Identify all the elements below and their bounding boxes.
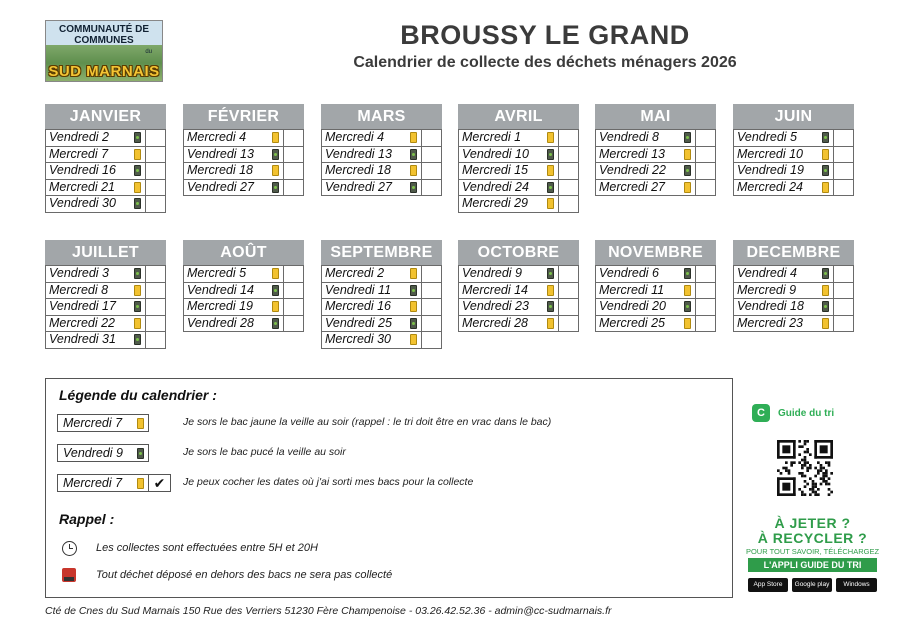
collection-day-row	[184, 129, 303, 146]
yellow-bin-icon	[547, 198, 554, 209]
collection-day-row	[184, 162, 303, 179]
legend-text: Je sors le bac pucé la veille au soir	[183, 446, 346, 458]
collection-day-label: Mercredi 21	[49, 179, 115, 194]
collection-dates	[183, 129, 304, 196]
collection-checkbox[interactable]	[145, 266, 165, 282]
collection-checkbox[interactable]	[695, 180, 715, 196]
guide-app-icon: C	[752, 404, 770, 422]
green-bin-icon	[410, 182, 417, 193]
collection-day-label: Vendredi 17	[49, 299, 116, 314]
collection-checkbox[interactable]	[558, 196, 578, 212]
yellow-bin-icon	[547, 132, 554, 143]
collection-checkbox[interactable]	[833, 283, 853, 299]
collection-day-label: Mercredi 28	[462, 315, 528, 330]
collection-day-label: Vendredi 14	[187, 282, 254, 297]
collection-checkbox[interactable]	[283, 299, 303, 315]
collection-day-row	[46, 146, 165, 163]
checkmark-icon[interactable]: ✔	[149, 474, 171, 492]
legend-sample-label: Mercredi 7	[63, 476, 123, 490]
collection-day-label: Mercredi 30	[325, 332, 391, 347]
collection-day-label: Mercredi 10	[737, 146, 803, 161]
collection-dates	[183, 265, 304, 332]
collection-day-row	[459, 282, 578, 299]
collection-checkbox[interactable]	[145, 180, 165, 196]
collection-checkbox[interactable]	[421, 316, 441, 332]
collection-day-label: Mercredi 23	[737, 315, 803, 330]
collection-checkbox[interactable]	[421, 163, 441, 179]
yellow-bin-icon	[410, 301, 417, 312]
collection-day-row	[596, 162, 715, 179]
legend-sample-box	[57, 474, 149, 492]
logo-line2: COMMUNES	[74, 35, 134, 46]
month-block	[458, 104, 579, 213]
green-bin-icon	[684, 132, 691, 143]
collection-day-row	[322, 162, 441, 179]
collection-day-label: Mercredi 5	[187, 266, 247, 281]
guide-du-tri[interactable]	[752, 404, 834, 422]
yellow-bin-icon	[822, 149, 829, 160]
collection-checkbox[interactable]	[283, 163, 303, 179]
green-bin-icon	[684, 268, 691, 279]
green-bin-icon	[134, 198, 141, 209]
month-header: AOÛT	[183, 240, 304, 265]
collection-day-row	[596, 298, 715, 315]
legend-text: Je peux cocher les dates où j'ai sorti mes bacs pour la collecte	[183, 476, 474, 488]
collection-day-label: Mercredi 19	[187, 299, 253, 314]
green-bin-icon	[547, 268, 554, 279]
collection-day-label: Vendredi 8	[599, 130, 659, 145]
collection-day-row	[734, 179, 853, 196]
green-bin-icon	[547, 301, 554, 312]
collection-day-label: Mercredi 2	[325, 266, 385, 281]
legend-sample-label: Mercredi 7	[63, 416, 123, 430]
collection-day-label: Mercredi 9	[737, 282, 797, 297]
yellow-bin-icon	[272, 132, 279, 143]
collection-day-label: Mercredi 15	[462, 163, 528, 178]
windows-phone-badge[interactable]: Windows Phone	[836, 578, 877, 592]
collection-dates	[321, 129, 442, 196]
qr-code-icon[interactable]	[777, 440, 833, 496]
green-bin-icon	[134, 334, 141, 345]
month-header: SEPTEMBRE	[321, 240, 442, 265]
collection-checkbox[interactable]	[283, 130, 303, 146]
collection-day-row	[46, 282, 165, 299]
collection-day-label: Vendredi 24	[462, 179, 529, 194]
promo-headline	[745, 516, 880, 546]
collection-day-row	[734, 162, 853, 179]
collection-checkbox[interactable]	[145, 332, 165, 348]
green-bin-icon	[684, 165, 691, 176]
month-header: NOVEMBRE	[595, 240, 716, 265]
collection-checkbox[interactable]	[283, 283, 303, 299]
collection-checkbox[interactable]	[695, 316, 715, 332]
guide-label: Guide du tri	[778, 407, 835, 419]
collection-day-row	[46, 195, 165, 212]
logo-line4: SUD MARNAIS	[48, 63, 160, 80]
promo-small: POUR TOUT SAVOIR, TÉLÉCHARGEZ	[745, 547, 880, 556]
month-block	[733, 240, 854, 332]
dumped-trash-icon	[62, 568, 76, 582]
green-bin-icon	[547, 149, 554, 160]
collection-day-label: Mercredi 16	[325, 299, 391, 314]
collection-dates	[45, 265, 166, 349]
collection-dates	[458, 265, 579, 332]
yellow-bin-icon	[134, 182, 141, 193]
yellow-bin-icon	[137, 418, 144, 429]
collection-day-row	[46, 265, 165, 282]
yellow-bin-icon	[684, 182, 691, 193]
collection-day-row	[734, 315, 853, 332]
month-header: AVRIL	[458, 104, 579, 129]
collection-checkbox[interactable]	[695, 266, 715, 282]
month-block	[595, 104, 716, 196]
legend-sample-label: Vendredi 9	[63, 446, 123, 460]
promo-banner: L'APPLI GUIDE DU TRI	[748, 558, 877, 572]
collection-day-row	[734, 146, 853, 163]
collection-checkbox[interactable]	[421, 130, 441, 146]
collection-checkbox[interactable]	[421, 332, 441, 348]
month-block	[595, 240, 716, 332]
yellow-bin-icon	[547, 165, 554, 176]
green-bin-icon	[272, 149, 279, 160]
collection-day-label: Mercredi 1	[462, 130, 522, 145]
green-bin-icon	[822, 301, 829, 312]
collection-day-label: Mercredi 18	[325, 163, 391, 178]
community-logo	[45, 20, 163, 82]
green-bin-icon	[822, 165, 829, 176]
logo-line3: du	[145, 49, 152, 55]
green-bin-icon	[134, 165, 141, 176]
collection-dates	[458, 129, 579, 213]
collection-day-label: Vendredi 27	[187, 179, 254, 194]
collection-day-label: Vendredi 31	[49, 332, 116, 347]
app-store-badge[interactable]: App Store	[748, 578, 788, 592]
green-bin-icon	[134, 268, 141, 279]
month-block	[321, 240, 442, 349]
month-header: MARS	[321, 104, 442, 129]
collection-day-row	[596, 265, 715, 282]
green-bin-icon	[134, 132, 141, 143]
collection-day-label: Vendredi 13	[187, 146, 254, 161]
collection-day-label: Vendredi 2	[49, 130, 109, 145]
collection-checkbox[interactable]	[833, 147, 853, 163]
collection-day-row	[184, 146, 303, 163]
collection-checkbox[interactable]	[283, 266, 303, 282]
legend-box	[45, 378, 733, 598]
collection-checkbox[interactable]	[695, 299, 715, 315]
yellow-bin-icon	[547, 285, 554, 296]
collection-checkbox[interactable]	[421, 180, 441, 196]
yellow-bin-icon	[272, 268, 279, 279]
month-block	[321, 104, 442, 196]
month-header: JUILLET	[45, 240, 166, 265]
collection-day-row	[459, 298, 578, 315]
collection-day-label: Vendredi 20	[599, 299, 666, 314]
legend-sample-box	[57, 444, 149, 462]
collection-day-row	[184, 179, 303, 196]
collection-day-row	[46, 331, 165, 348]
collection-day-row	[322, 146, 441, 163]
collection-checkbox[interactable]	[558, 163, 578, 179]
collection-day-label: Vendredi 18	[737, 299, 804, 314]
green-bin-icon	[272, 285, 279, 296]
logo-line1: COMMUNAUTÉ DE	[59, 24, 149, 35]
collection-day-row	[459, 179, 578, 196]
collection-day-label: Vendredi 22	[599, 163, 666, 178]
collection-checkbox[interactable]	[695, 130, 715, 146]
collection-checkbox[interactable]	[421, 299, 441, 315]
collection-checkbox[interactable]	[558, 316, 578, 332]
collection-day-label: Vendredi 28	[187, 315, 254, 330]
collection-day-row	[184, 282, 303, 299]
google-play-badge[interactable]: Google play	[792, 578, 832, 592]
green-bin-icon	[272, 318, 279, 329]
collection-checkbox[interactable]	[421, 147, 441, 163]
rappel-outside	[58, 565, 392, 585]
collection-checkbox[interactable]	[421, 266, 441, 282]
calendar-subtitle: Calendrier de collecte des déchets ménagers 2026	[353, 54, 737, 71]
collection-day-label: Vendredi 25	[325, 315, 392, 330]
collection-checkbox[interactable]	[695, 147, 715, 163]
collection-day-row	[46, 315, 165, 332]
yellow-bin-icon	[684, 149, 691, 160]
rappel-text: Tout déchet déposé en dehors des bacs ne sera pas collecté	[96, 569, 393, 581]
collection-day-row	[459, 265, 578, 282]
collection-day-row	[322, 298, 441, 315]
rappel-hours	[58, 538, 318, 558]
collection-day-label: Mercredi 18	[187, 163, 253, 178]
collection-checkbox[interactable]	[558, 299, 578, 315]
collection-day-row	[459, 146, 578, 163]
legend-title: Légende du calendrier :	[59, 387, 217, 403]
collection-day-label: Mercredi 24	[737, 179, 803, 194]
collection-day-row	[459, 315, 578, 332]
collection-checkbox[interactable]	[145, 299, 165, 315]
collection-day-row	[734, 129, 853, 146]
green-bin-icon	[410, 285, 417, 296]
collection-day-label: Mercredi 14	[462, 282, 528, 297]
collection-dates	[595, 129, 716, 196]
collection-dates	[733, 129, 854, 196]
collection-day-label: Mercredi 27	[599, 179, 665, 194]
collection-day-row	[46, 298, 165, 315]
month-header: DECEMBRE	[733, 240, 854, 265]
collection-day-label: Vendredi 5	[737, 130, 797, 145]
collection-checkbox[interactable]	[145, 316, 165, 332]
month-header: OCTOBRE	[458, 240, 579, 265]
month-header: FÉVRIER	[183, 104, 304, 129]
month-block	[183, 240, 304, 332]
yellow-bin-icon	[137, 478, 144, 489]
collection-day-label: Mercredi 8	[49, 282, 109, 297]
yellow-bin-icon	[272, 301, 279, 312]
collection-day-row	[596, 179, 715, 196]
collection-checkbox[interactable]	[833, 316, 853, 332]
promo-line2: À RECYCLER ?	[757, 530, 868, 546]
collection-day-row	[596, 146, 715, 163]
collection-checkbox[interactable]	[145, 283, 165, 299]
yellow-bin-icon	[272, 165, 279, 176]
collection-day-row	[322, 331, 441, 348]
collection-day-row	[322, 315, 441, 332]
yellow-bin-icon	[410, 132, 417, 143]
yellow-bin-icon	[410, 268, 417, 279]
collection-checkbox[interactable]	[145, 163, 165, 179]
collection-day-label: Vendredi 9	[462, 266, 522, 281]
collection-day-label: Vendredi 27	[325, 179, 392, 194]
collection-checkbox[interactable]	[833, 299, 853, 315]
collection-day-label: Mercredi 25	[599, 315, 665, 330]
collection-checkbox[interactable]	[283, 180, 303, 196]
clock-icon	[62, 541, 77, 556]
collection-day-label: Vendredi 10	[462, 146, 529, 161]
collection-day-label: Vendredi 11	[325, 282, 392, 297]
collection-checkbox[interactable]	[833, 266, 853, 282]
collection-checkbox[interactable]	[558, 130, 578, 146]
green-bin-icon	[137, 448, 144, 459]
collection-day-row	[596, 129, 715, 146]
collection-day-label: Mercredi 4	[325, 130, 385, 145]
collection-day-row	[734, 298, 853, 315]
yellow-bin-icon	[410, 165, 417, 176]
collection-day-row	[459, 162, 578, 179]
collection-checkbox[interactable]	[283, 316, 303, 332]
footer-contact: Cté de Cnes du Sud Marnais 150 Rue des Verriers 51230 Fère Champenoise - 03.26.42.52.36 - admin@cc-sudmarnais.fr	[45, 605, 612, 617]
collection-day-row	[459, 129, 578, 146]
yellow-bin-icon	[822, 285, 829, 296]
collection-day-label: Vendredi 30	[49, 196, 116, 211]
collection-day-label: Vendredi 13	[325, 146, 392, 161]
collection-day-row	[46, 179, 165, 196]
yellow-bin-icon	[822, 182, 829, 193]
yellow-bin-icon	[684, 318, 691, 329]
green-bin-icon	[822, 132, 829, 143]
collection-day-row	[322, 179, 441, 196]
green-bin-icon	[822, 268, 829, 279]
yellow-bin-icon	[547, 318, 554, 329]
green-bin-icon	[134, 301, 141, 312]
green-bin-icon	[410, 318, 417, 329]
collection-day-row	[322, 282, 441, 299]
collection-day-label: Vendredi 19	[737, 163, 804, 178]
legend-text: Je sors le bac jaune la veille au soir (rappel : le tri doit être en vrac dans le bac)	[183, 416, 552, 428]
collection-checkbox[interactable]	[558, 266, 578, 282]
collection-checkbox[interactable]	[695, 283, 715, 299]
collection-dates	[321, 265, 442, 349]
collection-day-label: Vendredi 23	[462, 299, 529, 314]
collection-day-label: Vendredi 4	[737, 266, 797, 281]
collection-day-row	[184, 298, 303, 315]
collection-day-row	[596, 315, 715, 332]
collection-checkbox[interactable]	[833, 180, 853, 196]
collection-day-label: Mercredi 11	[599, 282, 665, 297]
collection-day-row	[734, 282, 853, 299]
collection-checkbox[interactable]	[558, 283, 578, 299]
yellow-bin-icon	[134, 318, 141, 329]
collection-day-label: Mercredi 4	[187, 130, 247, 145]
collection-dates	[733, 265, 854, 332]
green-bin-icon	[547, 182, 554, 193]
month-block	[183, 104, 304, 196]
yellow-bin-icon	[134, 149, 141, 160]
collection-checkbox[interactable]	[145, 196, 165, 212]
collection-checkbox[interactable]	[283, 147, 303, 163]
collection-day-row	[459, 195, 578, 212]
legend-sample-box	[57, 414, 149, 432]
collection-day-label: Mercredi 7	[49, 146, 109, 161]
collection-checkbox[interactable]	[558, 147, 578, 163]
collection-dates	[45, 129, 166, 213]
yellow-bin-icon	[822, 318, 829, 329]
month-header: JANVIER	[45, 104, 166, 129]
collection-checkbox[interactable]	[833, 163, 853, 179]
collection-day-row	[322, 129, 441, 146]
collection-day-row	[322, 265, 441, 282]
town-title: BROUSSY LE GRAND	[400, 20, 690, 50]
collection-checkbox[interactable]	[558, 180, 578, 196]
collection-checkbox[interactable]	[421, 283, 441, 299]
month-block	[733, 104, 854, 196]
collection-day-label: Mercredi 13	[599, 146, 665, 161]
collection-dates	[595, 265, 716, 332]
rappel-title: Rappel :	[59, 511, 115, 527]
month-block	[45, 240, 166, 349]
yellow-bin-icon	[134, 285, 141, 296]
green-bin-icon	[272, 182, 279, 193]
month-block	[458, 240, 579, 332]
collection-day-row	[596, 282, 715, 299]
month-header: MAI	[595, 104, 716, 129]
month-block	[45, 104, 166, 213]
collection-day-label: Vendredi 3	[49, 266, 109, 281]
collection-day-row	[184, 315, 303, 332]
collection-day-row	[46, 162, 165, 179]
collection-checkbox[interactable]	[833, 130, 853, 146]
collection-day-label: Mercredi 29	[462, 196, 528, 211]
collection-day-row	[734, 265, 853, 282]
collection-checkbox[interactable]	[695, 163, 715, 179]
rappel-text: Les collectes sont effectuées entre 5H et 20H	[96, 542, 318, 554]
green-bin-icon	[684, 301, 691, 312]
collection-checkbox[interactable]	[145, 147, 165, 163]
collection-day-row	[46, 129, 165, 146]
collection-day-row	[184, 265, 303, 282]
promo-line1: À JETER ?	[774, 515, 851, 531]
collection-day-label: Vendredi 6	[599, 266, 659, 281]
collection-day-label: Mercredi 22	[49, 315, 115, 330]
green-bin-icon	[410, 149, 417, 160]
collection-day-label: Vendredi 16	[49, 163, 116, 178]
yellow-bin-icon	[684, 285, 691, 296]
yellow-bin-icon	[410, 334, 417, 345]
month-header: JUIN	[733, 104, 854, 129]
collection-checkbox[interactable]	[145, 130, 165, 146]
